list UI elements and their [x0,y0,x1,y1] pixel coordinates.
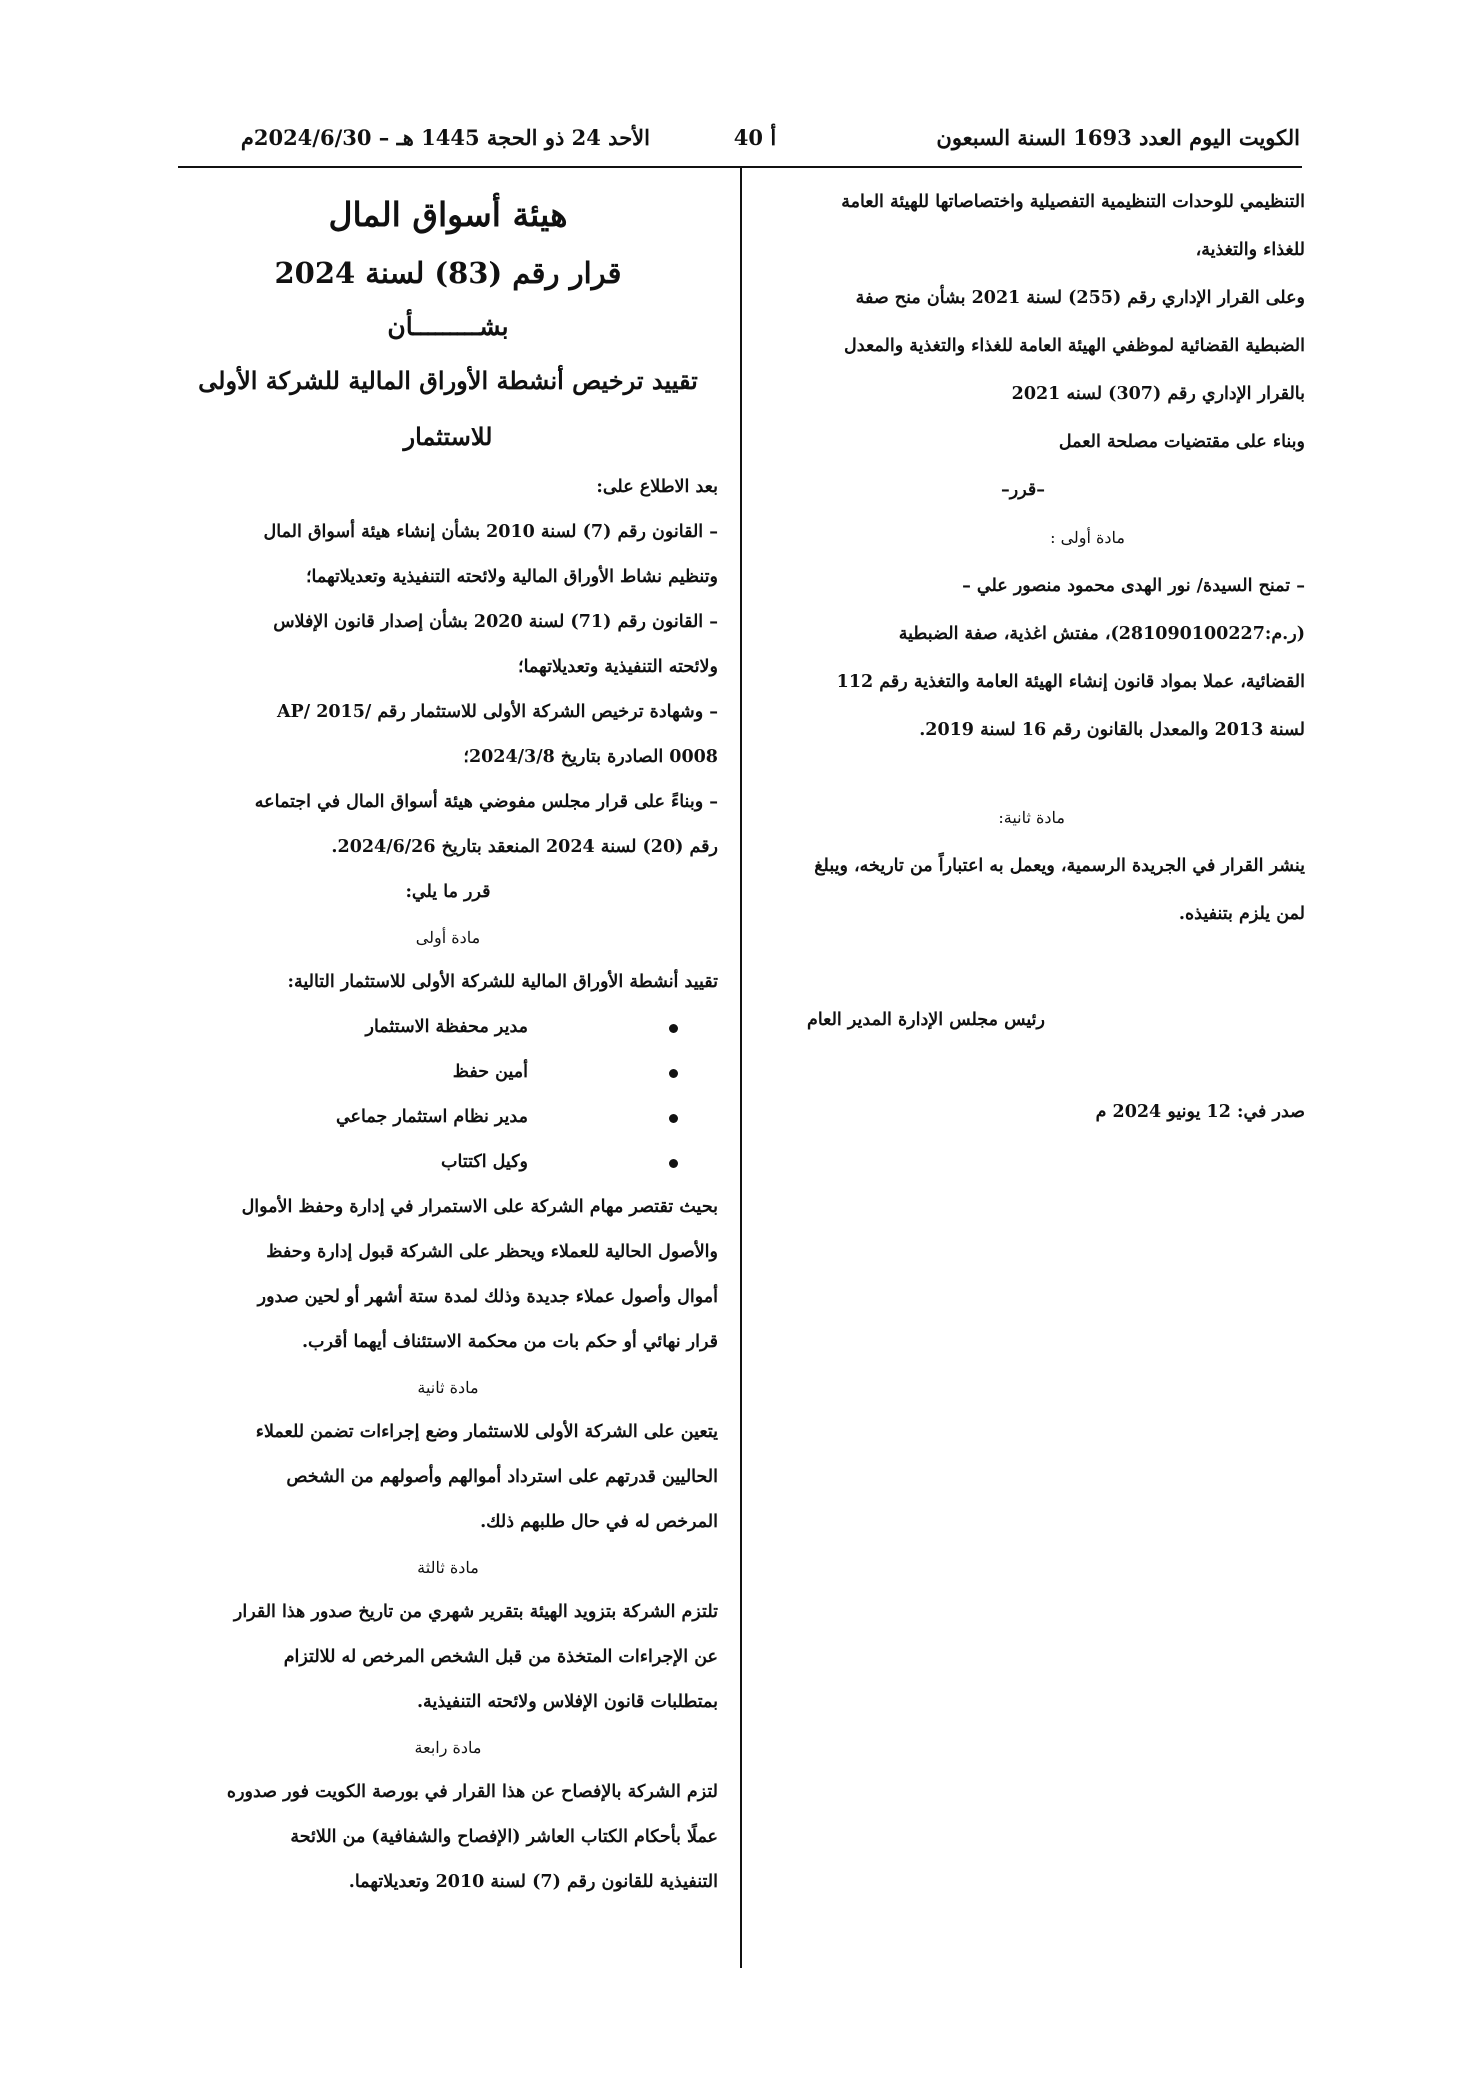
left-column [178,185,718,1905]
signatory: رئيس مجلس الإدارة المدير العام [806,1010,1045,1030]
article-heading: مادة ثالثة [417,1558,479,1577]
text-line: التنظيمي للوحدات التنظيمية التفصيلية واختصاصاتها للهيئة العامة [841,192,1305,212]
activity-label: أمين حفظ [452,1062,528,1082]
text-line: لمن يلزم بتنفيذه. [1178,904,1305,924]
text-line: بالقرار الإداري رقم (307) لسنه 2021 [1011,384,1305,404]
subject-line: تقييد ترخيص أنشطة الأوراق المالية للشركة الأولى [198,366,698,395]
text-line: 0008 الصادرة بتاريخ 2024/3/8؛ [463,747,718,767]
preamble-intro: بعد الاطلاع على: [596,477,718,497]
text-line: رقم (20) لسنة 2024 المنعقد بتاريخ 2024/6/26. [331,837,718,857]
list-item [178,1005,718,1050]
header-issue-info: الكويت اليوم العدد 1693 السنة السبعون [936,125,1300,150]
regarding-label: بشـــــــــأن [387,312,509,341]
list-item [178,1050,718,1095]
text-line: لتزم الشركة بالإفصاح عن هذا القرار في بورصة الكويت فور صدوره [226,1782,718,1802]
header-date: الأحد 24 ذو الحجة 1445 هـ – 2024/6/30م [240,125,650,150]
text-line: للغذاء والتغذية، [1195,240,1305,260]
list-item [178,1095,718,1140]
text-line: تقييد أنشطة الأوراق المالية للشركة الأولى للاستثمار التالية: [287,972,718,992]
bullet-icon [669,1114,678,1123]
text-line: وبناء على مقتضيات مصلحة العمل [1058,432,1305,452]
text-line: وعلى القرار الإداري رقم (255) لسنة 2021 بشأن منح صفة [855,288,1305,308]
text-line: والأصول الحالية للعملاء ويحظر على الشركة قبول إدارة وحفظ [266,1242,718,1262]
issue-date: صدر في: 12 يونيو 2024 م [1095,1102,1305,1122]
decided-label: –قرر– [1001,480,1045,500]
text-line: الحاليين قدرتهم على استرداد أموالهم وأصولهم من الشخص [286,1467,718,1487]
activity-label: مدير محفظة الاستثمار [365,1017,528,1037]
text-line: يتعين على الشركة الأولى للاستثمار وضع إجراءات تضمن للعملاء [255,1422,718,1442]
article-heading: مادة ثانية [417,1378,479,1397]
text-line: قرار نهائي أو حكم بات من محكمة الاستئناف أيهما أقرب. [301,1332,718,1352]
list-item [178,1140,718,1185]
article-heading: مادة أولى [415,928,481,947]
bullet-icon [669,1159,678,1168]
text-line: ينشر القرار في الجريدة الرسمية، ويعمل به اعتباراً من تاريخه، ويبلغ [814,856,1305,876]
subject-line: للاستثمار [403,422,493,451]
text-line: – القانون رقم (71) لسنة 2020 بشأن إصدار قانون الإفلاس [273,612,718,632]
article-heading: مادة أولى : [1050,528,1125,547]
right-column [765,178,1305,1136]
activity-label: مدير نظام استثمار جماعي [335,1107,528,1127]
bullet-icon [669,1024,678,1033]
authority-title: هيئة أسواق المال [328,195,568,234]
text-line: أموال وأصول عملاء جديدة وذلك لمدة ستة أشهر أو لحين صدور [257,1287,718,1307]
text-line: – وبناءً على قرار مجلس مفوضي هيئة أسواق المال في اجتماعه [254,792,718,812]
text-line: عملًا بأحكام الكتاب العاشر (الإفصاح والشفافية) من اللائحة [290,1827,718,1847]
text-line: عن الإجراءات المتخذة من قبل الشخص المرخص له للالتزام [283,1647,718,1667]
text-line: ولائحته التنفيذية وتعديلاتهما؛ [518,657,718,677]
text-line: بحيث تقتصر مهام الشركة على الاستمرار في إدارة وحفظ الأموال [241,1197,718,1217]
text-line: – تمنح السيدة/ نور الهدى محمود منصور علي – [962,576,1305,596]
text-line: – القانون رقم (7) لسنة 2010 بشأن إنشاء هيئة أسواق المال [263,522,718,542]
text-line: بمتطلبات قانون الإفلاس ولائحته التنفيذية. [416,1692,718,1712]
text-line: – وشهادة ترخيص الشركة الأولى للاستثمار رقم /AP/ 2015 [276,702,718,722]
text-line: لسنة 2013 والمعدل بالقانون رقم 16 لسنة 2019. [919,720,1305,740]
article-heading: مادة ثانية: [998,808,1065,827]
activities-list [178,1005,718,1185]
text-line: الضبطية القضائية لموظفي الهيئة العامة للغذاء والتغذية والمعدل [844,336,1305,356]
header-page-number: أ 40 [733,125,777,150]
text-line: وتنظيم نشاط الأوراق المالية ولائحته التنفيذية وتعديلاتهما؛ [305,567,718,587]
bullet-icon [669,1069,678,1078]
text-line: التنفيذية للقانون رقم (7) لسنة 2010 وتعديلاتهما. [348,1872,718,1892]
activity-label: وكيل اكتتاب [441,1152,528,1172]
text-line: تلتزم الشركة بتزويد الهيئة بتقرير شهري من تاريخ صدور هذا القرار [233,1602,718,1622]
decided-label: قرر ما يلي: [405,882,491,902]
text-line: (ر.م:281090100227)، مفتش اغذية، صفة الضبطية [898,624,1305,644]
decision-number: قرار رقم (83) لسنة 2024 [274,256,622,290]
text-line: المرخص له في حال طلبهم ذلك. [480,1512,718,1532]
text-line: القضائية، عملا بمواد قانون إنشاء الهيئة العامة والتغذية رقم 112 [836,672,1305,692]
column-divider [740,168,742,1968]
article-heading: مادة رابعة [414,1738,482,1757]
